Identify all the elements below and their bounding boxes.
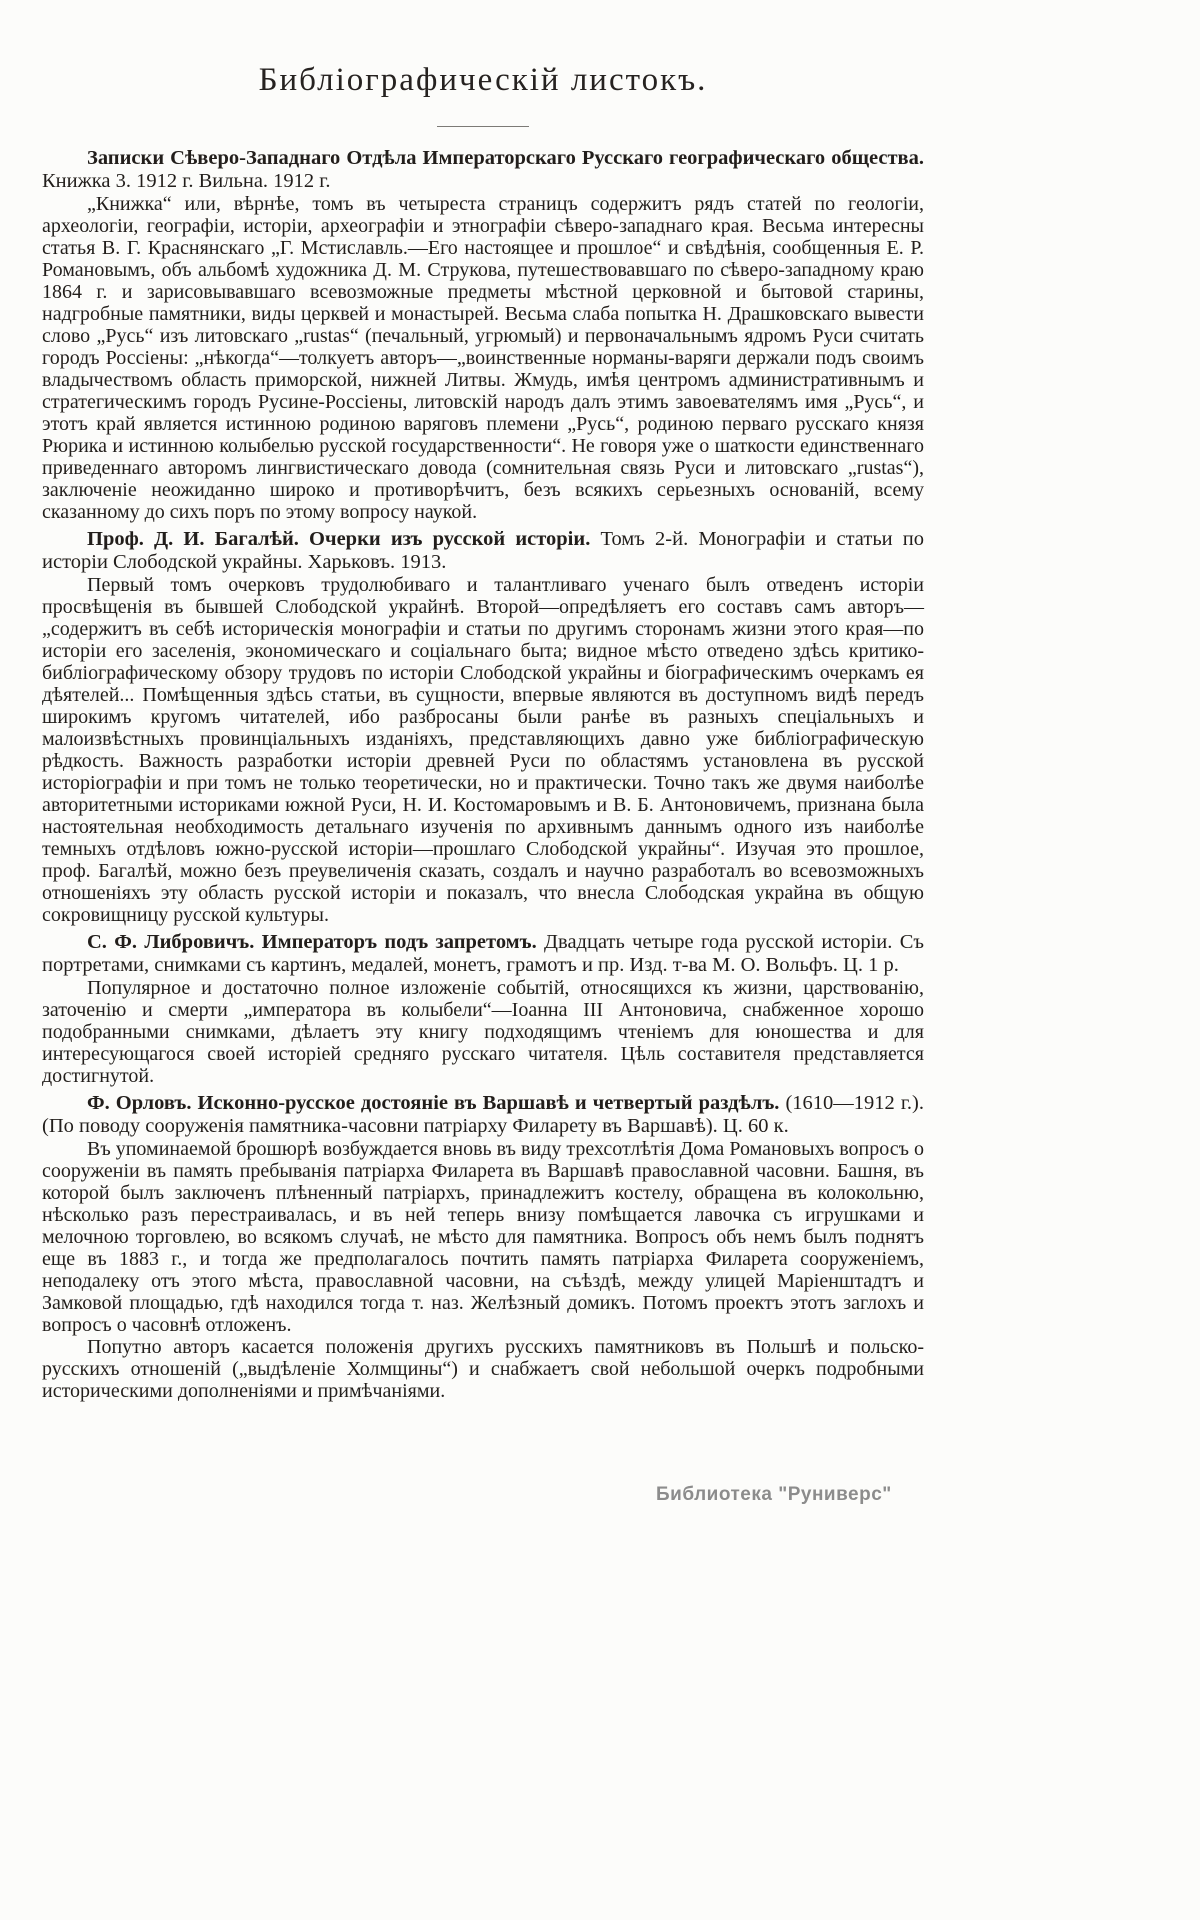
bibliography-entry-2 (42, 528, 924, 926)
entry-paragraph: „Книжка“ или, вѣрнѣе, томъ въ четыреста страницъ содержитъ рядъ статей по геологіи, археологіи, географіи, исторіи, археографіи и этнографіи сѣверо-западнаго края. Весьма интересны статья В. Г. Краснянскаго „Г. Мстиславль.—Его настоящее и прошлое“ и свѣдѣнія, сообщенныя Е. Р. Романовымъ, объ альбомѣ художника Д. М. Струкова, путешествовавшаго по сѣверо-западному краю 1864 г. и зарисовывавшаго всевозможные предметы мѣстной церковной и бытовой старины, надгробные памятники, виды церквей и монастырей. Весьма слаба попытка Н. Драшковскаго вывести слово „Русь“ изъ литовскаго „rustas“ (печальный, угрюмый) и первоначальнымъ ядромъ Руси считать городъ Россіены: „нѣкогда“—толкуетъ авторъ—„воинственные норманы-варяги держали подъ своимъ владычествомъ область приморской, нижней Литвы. Жмудь, имѣя центромъ административнымъ и стратегическимъ городъ Русине-Россіены, литовскій народъ далъ этимъ завоевателямъ имя „Русь“, и этотъ край является истинною родиною варяговъ племени „Русь“, родиною перваго русскаго князя Рюрика и истинною колыбелью русской государственности“. Не говоря уже о шаткости единственнаго приведеннаго авторомъ лингвистическаго довода (сомнительная связь Руси и литовскаго „rustas“), заключеніе неожиданно широко и противорѣчитъ, безъ всякихъ серьезныхъ основаній, всему сказанному до сихъ поръ по этому вопросу наукой. (42, 193, 924, 523)
entry-imprint: Книжка 3. 1912 г. Вильна. 1912 г. (42, 170, 331, 192)
bibliography-entry-4 (42, 1092, 924, 1402)
entry-title-bold: Ф. Орловъ. Исконно-русское достояніе въ Варшавѣ и четвертый раздѣлъ. (87, 1092, 780, 1114)
bibliography-entry-1 (42, 147, 924, 523)
title-divider (437, 126, 529, 127)
entry-heading (42, 931, 924, 977)
bibliography-entry-3 (42, 931, 924, 1087)
entry-heading (42, 528, 924, 574)
entry-imprint: Томъ 2-й. Монографіи и статьи по исторіи Слободской украйны. Харьковъ. 1913. (42, 528, 925, 573)
entry-paragraph: Популярное и достаточно полное изложеніе событій, относящихся къ жизни, царствованію, заточенію и смерти „императора въ колыбели“—Іоанна III Антоновича, снабженное хорошо подобранными снимками, дѣлаетъ эту книгу подходящимъ чтеніемъ для юношества и для интересующагося своей исторіей средняго русскаго читателя. Цѣль составителя представляется достигнутой. (42, 977, 924, 1087)
entry-title-bold: Проф. Д. И. Багалѣй. Очерки изъ русской исторіи. (87, 528, 591, 550)
library-watermark: Библиотека "Руниверс" (656, 1484, 892, 1505)
text-column (42, 0, 924, 1402)
entry-title-bold: Записки Сѣверо-Западнаго Отдѣла Императорскаго Русскаго географическаго общества. (87, 147, 924, 169)
entry-heading (42, 147, 924, 193)
entry-heading (42, 1092, 924, 1138)
entry-imprint: Двадцать четыре года русской исторіи. Съ портретами, снимками съ картинъ, медалей, монетъ, грамотъ и пр. Изд. т-ва М. О. Вольфъ. Ц. 1 р. (42, 931, 924, 976)
page-title: Библіографическій листокъ. (258, 62, 708, 98)
entry-paragraph: Попутно авторъ касается положенія другихъ русскихъ памятниковъ въ Польшѣ и польско-русскихъ отношеній („выдѣленіе Холмщины“) и снабжаетъ свой небольшой очеркъ подробными историческими дополненіями и примѣчаніями. (42, 1336, 924, 1402)
entry-title-bold: С. Ф. Либровичъ. Императоръ подъ запретомъ. (87, 931, 537, 953)
bibliography-content (42, 147, 924, 1402)
entry-paragraph: Въ упоминаемой брошюрѣ возбуждается вновь въ виду трехсотлѣтія Дома Романовыхъ вопросъ о сооруженіи въ память пребыванія патріарха Филарета въ Варшавѣ православной часовни. Башня, въ которой былъ заключенъ плѣненный патріархъ, принадлежитъ костелу, обращена въ колокольню, нѣсколько разъ перестраивалась, и въ ней теперь внизу помѣщается лавочка съ игрушками и мелочною торговлею, во всякомъ случаѣ, не мѣсто для памятника. Вопросъ объ немъ былъ поднятъ еще въ 1883 г., и тогда же предполагалось почтить память патріарха Филарета сооруженіемъ, неподалеку отъ этого мѣста, православной часовни, на съѣздѣ, между улицей Маріенштадтъ и Замковой площадью, гдѣ находился тогда т. наз. Желѣзный домикъ. Потомъ проектъ этотъ заглохъ и вопросъ о часовнѣ отложенъ. (42, 1138, 924, 1336)
entry-paragraph: Первый томъ очерковъ трудолюбиваго и талантливаго ученаго былъ отведенъ исторіи просвѣщенія въ бывшей Слободской украйнѣ. Второй—опредѣляетъ его составъ самъ авторъ—„содержитъ въ себѣ историческія монографіи и статьи по другимъ сторонамъ жизни этого края—по исторіи его заселенія, экономическаго и соціальнаго быта; видное мѣсто отведено здѣсь критико-библіографическому обзору трудовъ по исторіи Слободской украйны и біографическимъ очеркамъ ея дѣятелей... Помѣщенныя здѣсь статьи, въ сущности, впервые являются въ доступномъ видѣ передъ широкимъ кругомъ читателей, ибо разбросаны были ранѣе въ разныхъ спеціальныхъ и малоизвѣстныхъ провинціальныхъ изданіяхъ, представляющихъ давно уже библіографическую рѣдкость. Важность разработки исторіи древней Руси по областямъ установлена въ русской исторіографіи и при томъ не только теоретически, но и практически. Точно такъ же двумя наиболѣе авторитетными историками южной Руси, Н. И. Костомаровымъ и В. Б. Антоновичемъ, признана была настоятельная необходимость детальнаго изученія по архивнымъ даннымъ одного изъ наиболѣе темныхъ отдѣловъ южно-русской исторіи—прошлаго Слободской украйны“. Изучая это прошлое, проф. Багалѣй, можно безъ преувеличенія сказать, создалъ и научно разработалъ во всевозможныхъ отношеніяхъ эту область русской исторіи и показалъ, что внесла Слободская украйна въ общую сокровищницу русской культуры. (42, 574, 924, 926)
entry-imprint: (1610—1912 г.). (По поводу сооруженія памятника-часовни патріарху Филарету въ Варшавѣ). Ц. 60 к. (42, 1092, 924, 1137)
